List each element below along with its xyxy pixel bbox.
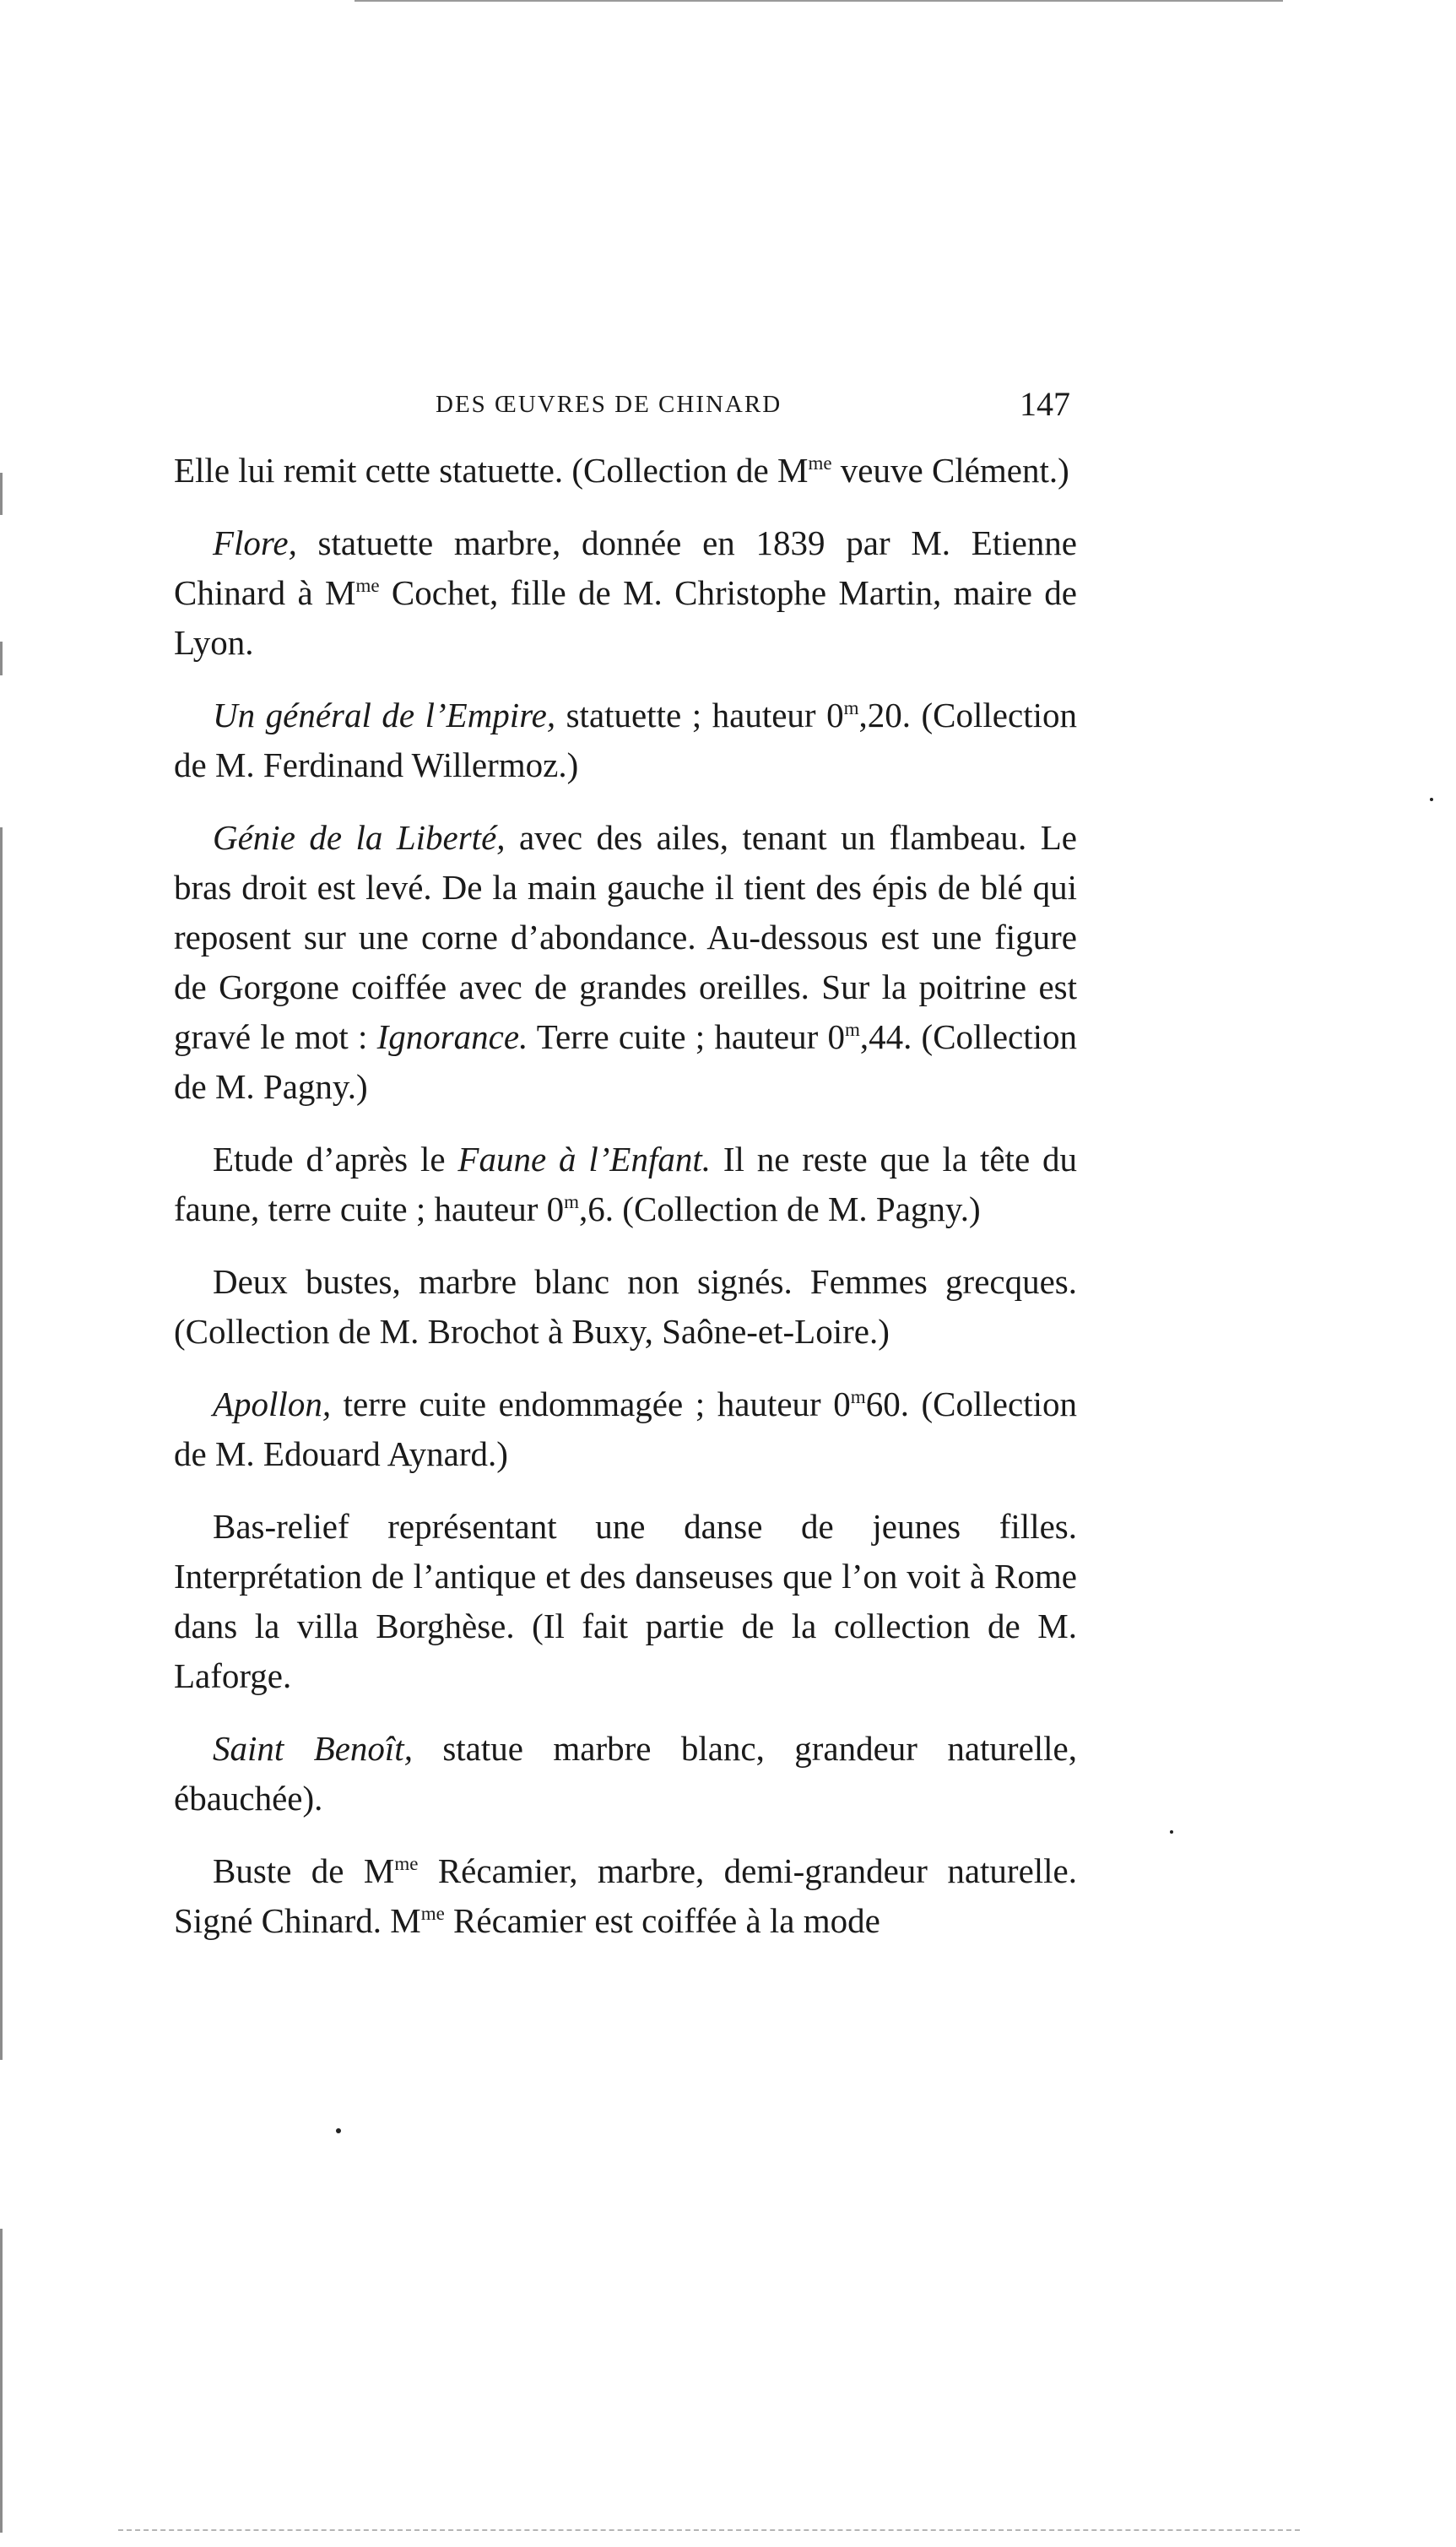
text-run: 60. (Collection de M. Edouard Aynard.) [174, 1385, 1077, 1473]
text-run: Deux bustes, marbre blanc non signés. Femmes grecques. (Collection de M. Brochot à Buxy, Saône-et-Loire.) [174, 1262, 1077, 1351]
text-run: statuette marbre, donnée en 1839 par M. Etienne Chinard à M [174, 523, 1077, 612]
text-run: Buste de M [213, 1851, 395, 1890]
superscript: m [564, 1191, 580, 1212]
paragraph [174, 518, 1077, 668]
paragraph [174, 1379, 1077, 1479]
page-header [174, 384, 1077, 435]
running-title: DES ŒUVRES DE CHINARD [436, 391, 782, 418]
ink-speck [1170, 1830, 1173, 1834]
page-body [174, 446, 1077, 1946]
paragraph [174, 446, 1077, 496]
superscript: me [355, 575, 380, 596]
text-run: Cochet, fille de M. Christophe Martin, maire de Lyon. [174, 573, 1077, 662]
paragraph [174, 1724, 1077, 1824]
scan-edge-left [0, 827, 3, 2060]
text-run: Terre cuite ; hauteur 0 [528, 1017, 845, 1056]
paragraph [174, 691, 1077, 790]
paragraph [174, 1257, 1077, 1357]
work-title: Apollon, [213, 1385, 332, 1423]
ink-speck [336, 2128, 341, 2133]
text-run: Récamier est coiffée à la mode [444, 1901, 880, 1940]
scan-edge-left [0, 2229, 3, 2533]
text-run: statuette ; hauteur 0 [555, 696, 844, 734]
text-run: statue marbre blanc, grandeur naturelle, ébauchée). [174, 1729, 1078, 1818]
scan-edge-left [0, 473, 3, 515]
scan-edge-top [355, 0, 1283, 2]
ink-speck [1430, 798, 1433, 801]
work-title: Flore, [213, 523, 297, 562]
text-run: ,20. (Collection de M. Ferdinand Willermoz.) [174, 696, 1077, 784]
paragraph [174, 813, 1077, 1112]
text-run: veuve Clément.) [831, 451, 1069, 490]
text-run: ,6. (Collection de M. Pagny.) [579, 1190, 981, 1228]
superscript: m [850, 1386, 866, 1407]
text-run: Elle lui remit cette statuette. (Collection de M [174, 451, 809, 490]
superscript: me [808, 452, 832, 474]
paragraph [174, 1846, 1077, 1946]
paragraph [174, 1502, 1077, 1701]
text-run: avec des ailes, tenant un flambeau. Le bras droit est levé. De la main gauche il tient des épis de blé qui reposent sur une corne d’abondance. Au-dessous est une figure de Gorgone coiffée avec de grandes oreilles. Sur la poitrine est gravé le mot : [174, 818, 1077, 1056]
superscript: m [843, 697, 859, 718]
work-title: Faune à l’Enfant. [457, 1140, 711, 1179]
paragraph [174, 1135, 1077, 1234]
work-title: Génie de la Liberté, [213, 818, 506, 857]
work-title: Un général de l’Empire, [213, 696, 556, 734]
text-run: terre cuite endommagée ; hauteur 0 [331, 1385, 851, 1423]
text-run: Etude d’après le [213, 1140, 458, 1179]
text-run: Il ne reste que la tête du faune, terre cuite ; hauteur 0 [174, 1140, 1077, 1228]
scan-edge-left [0, 642, 3, 675]
text-run: Récamier, marbre, demi-grandeur naturelle. Signé Chinard. M [174, 1851, 1078, 1940]
page-number: 147 [1020, 385, 1070, 423]
scan-edge-bottom [118, 2529, 1300, 2531]
text-run: Bas-relief représentant une danse de jeunes filles. Interprétation de l’antique et des danseuses que l’on voit à Rome dans la villa Borghèse. (Il fait partie de la collection de M. Laforge. [174, 1507, 1077, 1695]
superscript: me [420, 1903, 445, 1924]
engraved-word: Ignorance. [376, 1017, 528, 1056]
superscript: m [844, 1019, 860, 1040]
superscript: me [394, 1853, 419, 1874]
text-run: ,44. (Collection de M. Pagny.) [174, 1017, 1077, 1106]
work-title: Saint Benoît, [213, 1729, 413, 1768]
